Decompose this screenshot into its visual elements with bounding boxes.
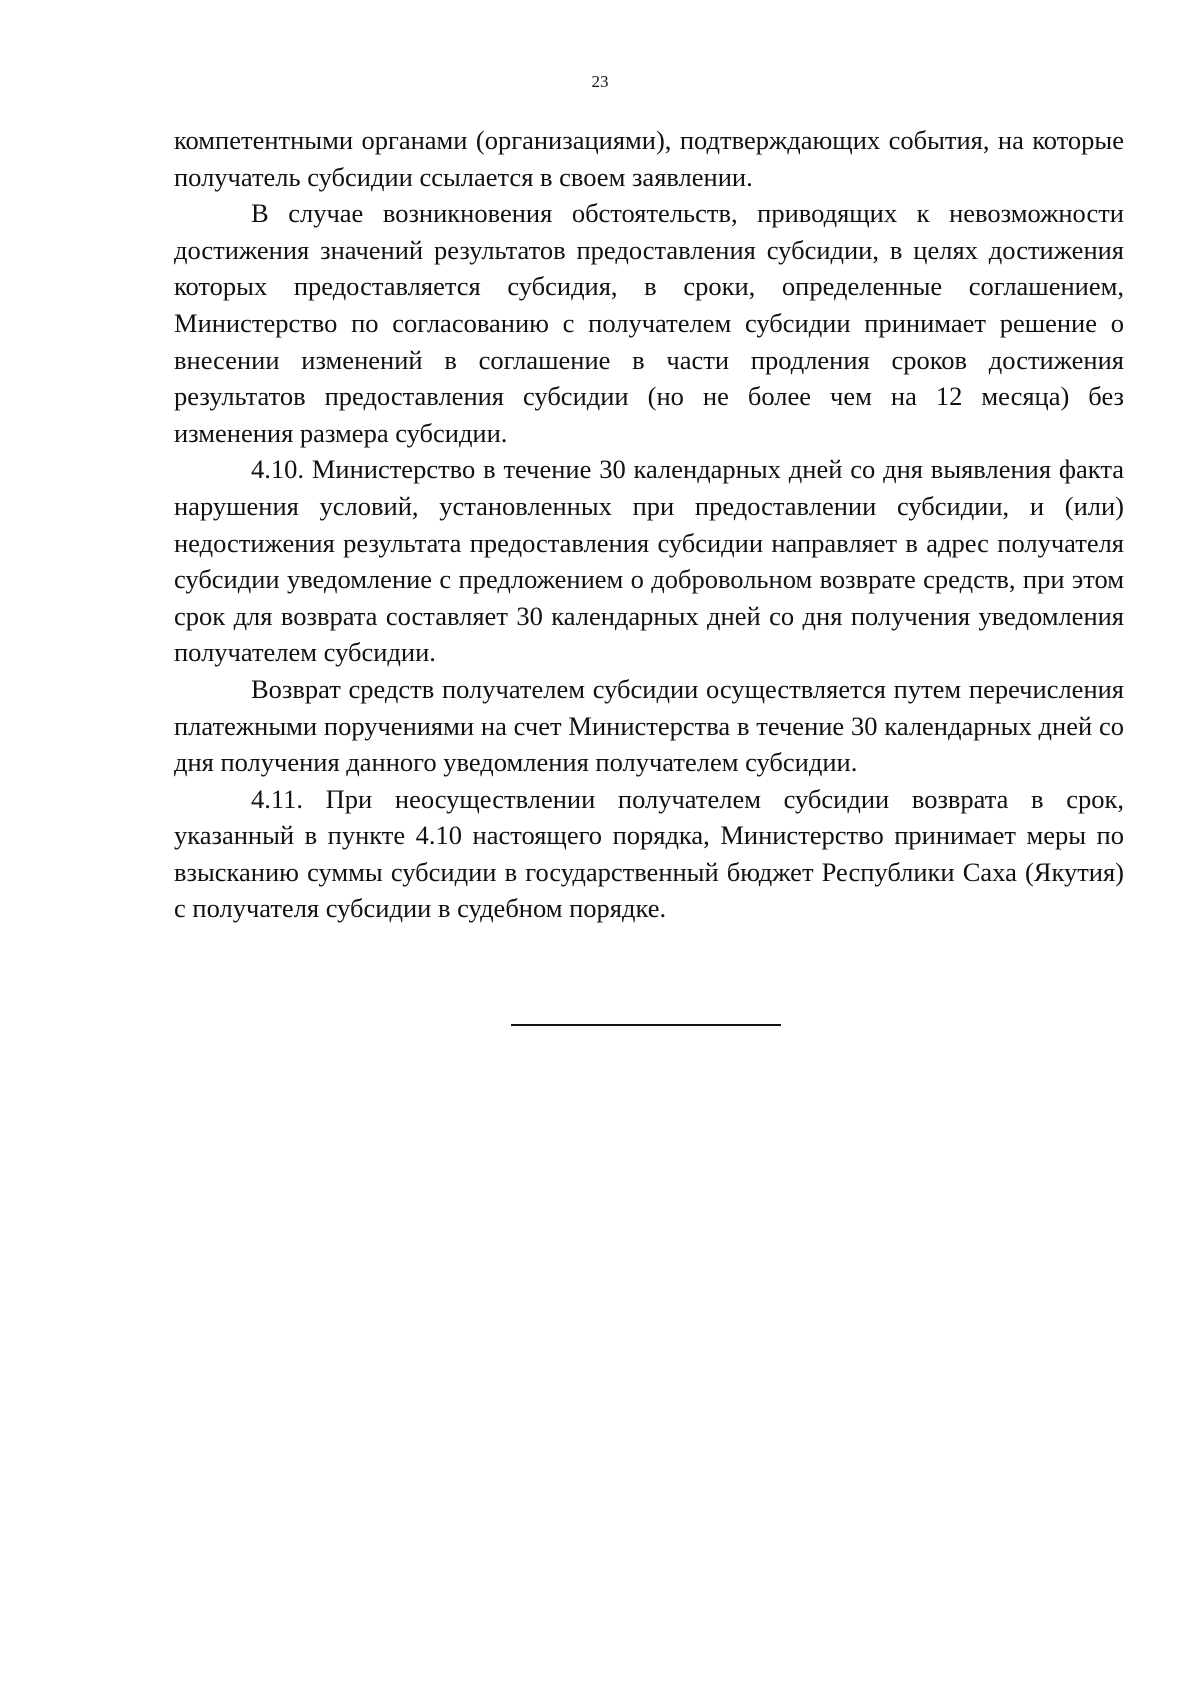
paragraph-4-10: 4.10. Министерство в течение 30 календарных дней со дня выявления факта нарушения условий, установленных при предоставлении субсидии, и (или) недостижения результата предоставления субсидии направляет в адрес получателя субсидии уведомление с предложением о добровольном возврате средств, при этом срок для возврата составляет 30 календарных дней со дня получения уведомления получателем субсидии. [174,454,1124,668]
page-number: 23 [591,72,609,91]
paragraph-circumstances: В случае возникновения обстоятельств, приводящих к невозможности достижения значений результатов предоставления субсидии, в целях достижения которых предоставляется субсидия, в сроки, определенные соглашением, Министерство по согласованию с получателем субсидии принимает решение о внесении изменений в соглашение в части продления сроков достижения результатов предоставления субсидии (но не более чем на 12 месяца) без изменения размера субсидии. [174,198,1124,448]
paragraph-continuation: компетентными органами (организациями), подтверждающих события, на которые получатель субсидии ссылается в своем заявлении. [174,125,1124,192]
paragraph-4-11: 4.11. При неосуществлении получателем субсидии возврата в срок, указанный в пункте 4.10 настоящего порядка, Министерство принимает меры по взысканию суммы субсидии в государственный бюджет Республики Саха (Якутия) с получателя субсидии в судебном порядке. [174,783,1124,924]
document-body [174,122,1124,927]
end-separator-line [511,1024,781,1026]
paragraph-refund: Возврат средств получателем субсидии осуществляется путем перечисления платежными поручениями на счет Министерства в течение 30 календарных дней со дня получения данного уведомления получателем субсидии. [174,673,1124,778]
